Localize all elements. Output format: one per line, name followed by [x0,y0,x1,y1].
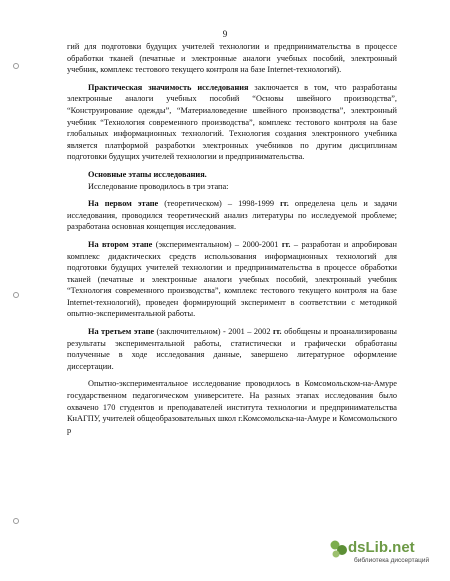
paragraph-stages-intro: Исследование проводилось в три этапа: [88,181,229,191]
section-heading-stages: Основные этапы исследования. [88,169,207,179]
margin-punch-mark [13,63,19,69]
body-text [67,41,397,436]
bold-term: Практическая значимость исследования [88,82,249,92]
margin-punch-mark [13,292,19,298]
paragraph-second-stage: На втором этапе (экспериментальном) – 2000-2001 гг. – разработан и апробирован комплекс дидактических средств использования информационных технологий для подготовки будущих учителей технологии и предпринимательства в процессе обработки тканей (печатные и электронные аналоги учебных пособий, электронный учебник “Технология современного производства”, комплекс тестового текущего контроля на базе Internet-технологий), проведен формирующий эксперимент в соответствии с методикой опытно-экспериментальной работы. [67,239,397,319]
dslib-watermark [328,538,428,566]
margin-punch-mark [13,518,19,524]
paragraph-practical-significance: Практическая значимость исследования заключается в том, что разработаны электронные аналоги учебных пособий “Основы швейного производства”, “Конструирование одежды”, “Материаловедение швейного производства”, электронный учебник “Технология современного производства”, комплекс тестового контроля на базе глобальных информационных технологий. Технология создания электронного учебника является платформой разработки электронных учебников по другим дисциплинам подготовки будущих учителей технологии и предпринимательства. [67,82,398,162]
dslib-logo-icon [328,538,350,560]
paragraph-third-stage: На третьем этапе (заключительном) - 2001 – 2002 гг. обобщены и проанализированы результаты экспериментальной работы, статистически и графически обработаны полученные в ходе исследования данные, завершено литературное оформление диссертации. [67,327,397,371]
watermark-site-name: dsLib.net [348,539,415,556]
page-number: 9 [222,29,228,39]
paragraph-experiment-location: Опытно-экспериментальное исследование проводилось в Комсомольском-на-Амуре государственном педагогическом университете. На разных этапах исследования было охвачено 170 студентов и преподавателей института технологии и предпринимательства КнАГПУ, учителей общеобразовательных школ г.Комсомольска-на-Амуре и Комсомольского р [67,379,397,435]
paragraph-continuation: гий для подготовки будущих учителей технологии и предпринимательства в процессе обработки тканей (печатные и электронные аналоги учебных пособий, электронный учебник, комплекс тестового текущего контроля на базе Internet-технологий). [67,42,397,75]
paragraph-first-stage: На первом этапе (теоретическом) – 1998-1999 гг. определена цель и задачи исследования, проводился теоретический анализ литературы по исследуемой проблеме; разработана основная концепция исследования. [67,199,398,232]
watermark-tagline: библиотека диссертаций [354,557,430,564]
